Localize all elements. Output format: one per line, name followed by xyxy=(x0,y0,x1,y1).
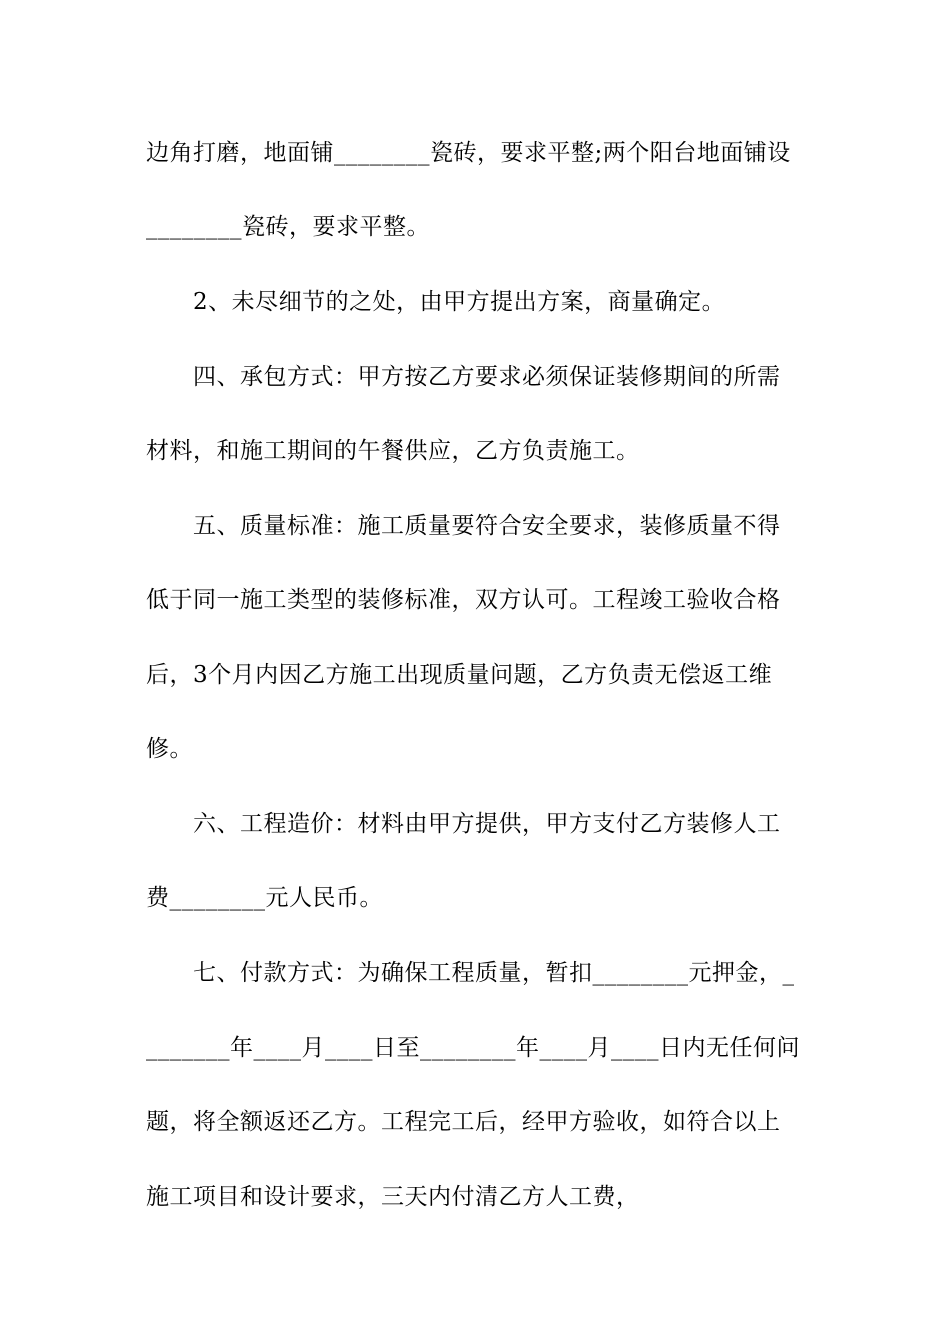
paragraph-line: 施工项目和设计要求，三天内付清乙方人工费， xyxy=(146,1184,640,1210)
paragraph-line: 材料，和施工期间的午餐供应，乙方负责施工。 xyxy=(146,438,640,464)
paragraph-line: 修。 xyxy=(146,736,193,762)
paragraph-line: 2、未尽细节的之处，由甲方提出方案，商量确定。 xyxy=(193,289,726,315)
paragraph-line: 题，将全额返还乙方。工程完工后，经甲方验收，如符合以上 xyxy=(146,1109,781,1135)
section-four-heading-line: 四、承包方式：甲方按乙方要求必须保证装修期间的所需 xyxy=(193,364,781,390)
section-seven-heading-line: 七、付款方式：为确保工程质量，暂扣________元押金，_ xyxy=(193,960,795,986)
paragraph-line: 后，3个月内因乙方施工出现质量问题，乙方负责无偿返工维 xyxy=(146,662,773,688)
section-six-heading-line: 六、工程造价：材料由甲方提供，甲方支付乙方装修人工 xyxy=(193,811,781,837)
paragraph-line: 低于同一施工类型的装修标准，双方认可。工程竣工验收合格 xyxy=(146,587,781,613)
paragraph-line: 费________元人民币。 xyxy=(146,885,383,911)
paragraph-line: _______年____月____日至________年____月____日内无任何问 xyxy=(146,1035,800,1061)
section-five-heading-line: 五、质量标准：施工质量要符合安全要求，装修质量不得 xyxy=(193,513,781,539)
paragraph-line: ________瓷砖，要求平整。 xyxy=(146,214,430,240)
paragraph-line: 边角打磨，地面铺________瓷砖，要求平整;两个阳台地面铺设 xyxy=(146,140,791,166)
